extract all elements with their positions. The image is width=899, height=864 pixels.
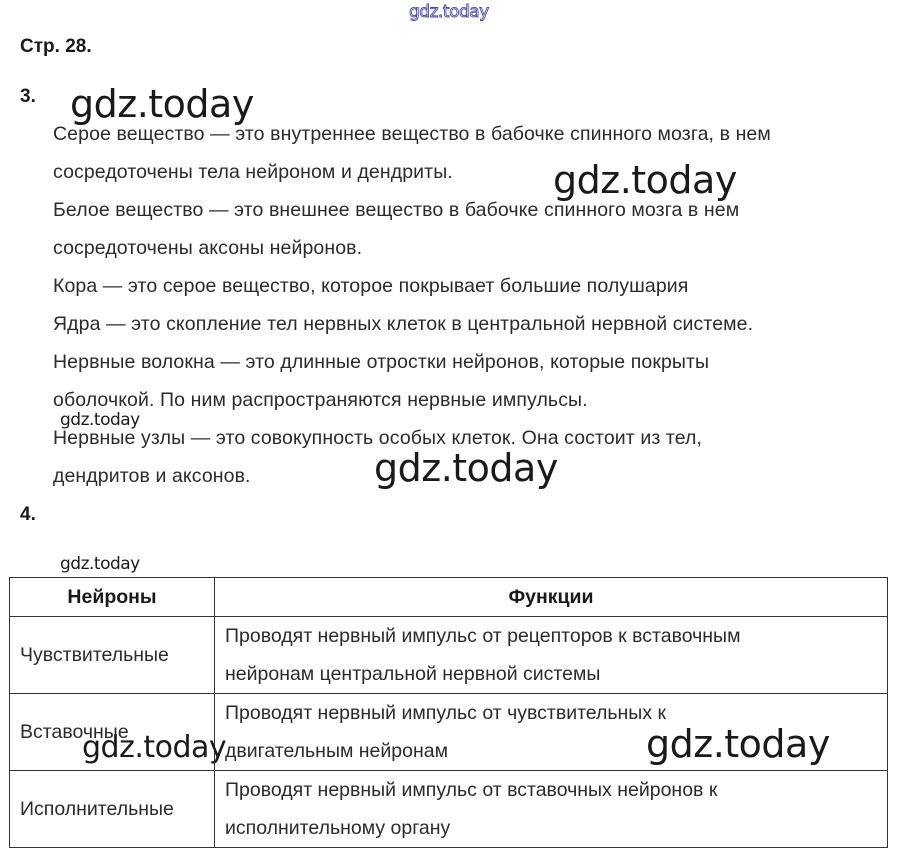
header-neurons: Нейроны <box>10 578 215 617</box>
watermark: gdz.today <box>82 730 227 765</box>
question-3-number: 3. <box>20 86 36 107</box>
q3-line-9: Нервные узлы — это совокупность особых клеток. Она состоит из тел, <box>53 427 702 449</box>
watermark: gdz.today <box>60 554 140 574</box>
function-line: Проводят нервный импульс от чувствительных к <box>225 702 667 724</box>
q3-line-5: Кора — это серое вещество, которое покрывает большие полушария <box>53 275 689 297</box>
neuron-function-motor <box>215 771 888 848</box>
q3-line-8: оболочкой. По ним распространяются нервные импульсы. <box>53 389 588 411</box>
table-header-row <box>10 578 888 617</box>
watermark: gdz.today <box>70 82 254 126</box>
neuron-type-motor: Исполнительные <box>10 771 215 848</box>
neuron-type-interneuron: Вставочные <box>10 694 215 771</box>
q3-line-3: Белое вещество — это внешнее вещество в бабочке спинного мозга в нем <box>53 199 740 221</box>
watermark: gdz.today <box>374 446 558 490</box>
question-4-number: 4. <box>20 504 36 525</box>
neuron-function-sensory <box>215 617 888 694</box>
function-line: двигательным нейронам <box>225 740 449 762</box>
q3-line-2: сосредоточены тела нейроном и дендриты. <box>53 161 453 183</box>
function-line: исполнительному органу <box>225 817 451 839</box>
q3-line-7: Нервные волокна — это длинные отростки нейронов, которые покрыты <box>53 351 710 373</box>
function-line: Проводят нервный импульс от рецепторов к вставочным <box>225 625 741 647</box>
table-row <box>10 771 888 848</box>
q3-line-10: дендритов и аксонов. <box>53 465 251 487</box>
q3-line-6: Ядра — это скопление тел нервных клеток в центральной нервной системе. <box>53 313 754 335</box>
watermark-top: gdz.today <box>409 2 489 22</box>
watermark: gdz.today <box>646 722 830 766</box>
watermark: gdz.today <box>553 158 737 202</box>
function-line: нейронам центральной нервной системы <box>225 663 601 685</box>
q3-line-1: Серое вещество — это внутреннее вещество в бабочке спинного мозга, в нем <box>53 123 771 145</box>
neuron-type-sensory: Чувствительные <box>10 617 215 694</box>
page-title: Стр. 28. <box>20 36 92 57</box>
q3-line-4: сосредоточены аксоны нейронов. <box>53 237 363 259</box>
function-line: Проводят нервный импульс от вставочных нейронов к <box>225 779 718 801</box>
watermark: gdz.today <box>60 410 140 430</box>
neurons-table <box>9 577 888 848</box>
table-row <box>10 617 888 694</box>
header-functions: Функции <box>215 578 888 617</box>
